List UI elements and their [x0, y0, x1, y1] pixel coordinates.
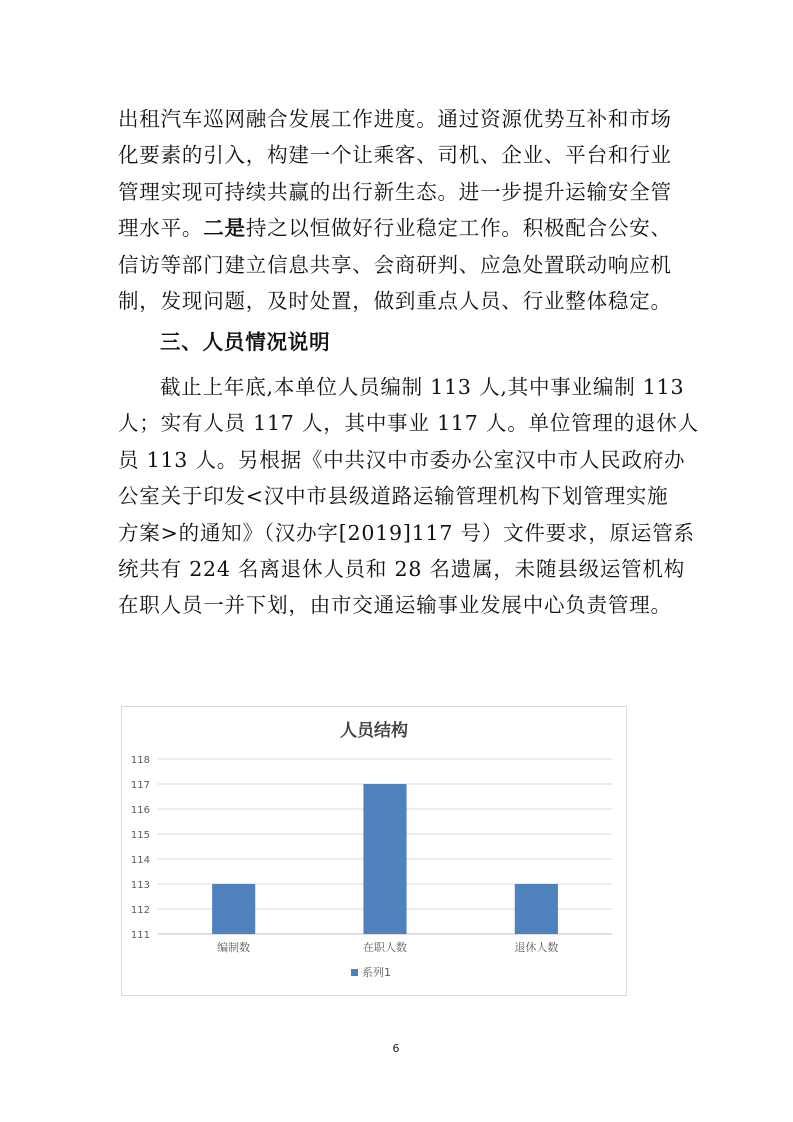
page-number: 6	[392, 1042, 400, 1055]
text-line: 管理实现可持续共赢的出行新生态。进一步提升运输安全管	[118, 179, 672, 204]
emphasis-label: 二是	[203, 216, 246, 241]
bar-3	[515, 884, 558, 934]
text-line: 方案>的通知》（汉办字[2019]117 号）文件要求，原运管系	[118, 520, 695, 545]
text-line-4	[118, 210, 678, 246]
bar-2	[363, 784, 406, 934]
text-line: 公室关于印发<汉中市县级道路运输管理机构下划管理实施	[118, 484, 669, 509]
y-tick-label: 112	[130, 905, 150, 916]
chart-canvas	[122, 707, 626, 995]
legend-label: 系列1	[362, 966, 391, 979]
bar-1	[212, 884, 255, 934]
text-line: 化要素的引入，构建一个让乘客、司机、企业、平台和行业	[118, 143, 672, 168]
text-segment: 持之以恒做好行业稳定工作。积极配合公安、	[245, 216, 672, 241]
text-line: 统共有 224 名离退休人员和 28 名遗属，未随县级运管机构	[118, 557, 686, 582]
y-tick-label: 113	[130, 880, 150, 891]
text-line: 人；实有人员 117 人，其中事业 117 人。单位管理的退休人	[118, 411, 699, 436]
y-tick-label: 118	[130, 755, 150, 766]
x-tick-label: 退休人数	[514, 941, 559, 954]
y-tick-label: 114	[130, 855, 150, 866]
text-line: 截止上年底,本单位人员编制 113 人,其中事业编制 113	[160, 375, 685, 399]
text-line: 员 113 人。另根据《中共汉中市委办公室汉中市人民政府办	[118, 447, 686, 472]
y-tick-label: 117	[130, 780, 150, 791]
paragraph-work-progress	[118, 101, 678, 319]
legend-swatch	[351, 969, 358, 976]
text-segment: 理水平。	[118, 216, 204, 241]
staff-structure-chart	[121, 706, 627, 996]
y-tick-label: 115	[130, 830, 150, 841]
text-line: 信访等部门建立信息共享、会商研判、应急处置联动响应机	[118, 252, 672, 277]
text-line: 出租汽车巡网融合发展工作进度。通过资源优势互补和市场	[118, 107, 672, 131]
paragraph-staff-info	[118, 369, 699, 624]
x-tick-label: 在职人数	[363, 941, 407, 954]
y-tick-label: 116	[130, 805, 150, 816]
text-line: 在职人员一并下划，由市交通运输事业发展中心负责管理。	[118, 593, 672, 618]
y-tick-label: 111	[130, 930, 150, 941]
text-line: 制，发现问题，及时处置，做到重点人员、行业整体稳定。	[118, 289, 672, 314]
x-tick-label: 编制数	[217, 941, 251, 954]
chart-title: 人员结构	[340, 721, 408, 741]
section-heading: 三、人员情况说明	[160, 330, 331, 354]
